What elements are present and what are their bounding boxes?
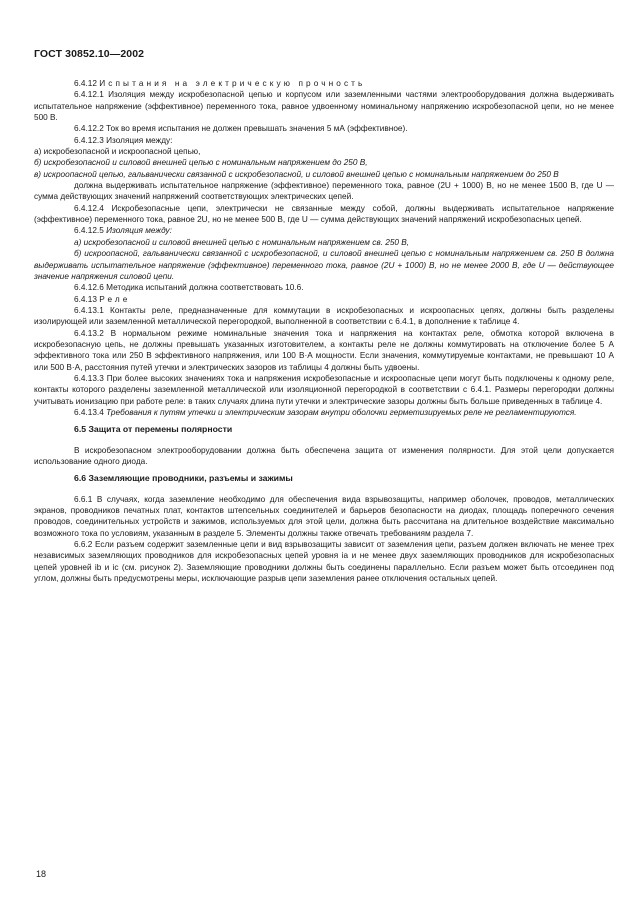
paragraph-number: 6.4.13.4 — [74, 407, 104, 417]
page-number: 18 — [36, 869, 47, 879]
subsection-6-4-12-heading — [34, 78, 614, 89]
paragraph-6-4-13-1: 6.4.13.1 Контакты реле, предназначенные для коммутации в искробезопасных и искроопасных цепях, должны быть разделены изолирующей или заземленной металлической перегородкой, выполненной в соответствии с 6.4.1, в дополнение к таблице 4. — [34, 305, 614, 327]
list-item-6-4-12-5-a: а) искробезопасной и силовой внешней цепью с номинальным напряжением св. 250 В, — [74, 237, 410, 247]
paragraph-6-4-13-4 — [34, 407, 614, 418]
subsection-title: Испытания на электрическую прочность — [99, 79, 366, 88]
paragraph-6-4-12-3: 6.4.12.3 Изоляция между: — [74, 135, 173, 145]
list-item-6-4-12-3-c: в) искроопасной цепью, гальванически связанной с искробезопасной, и силовой внешней цепью с номинальным напряжением до 250 В — [34, 169, 559, 179]
paragraph-6-5: В искробезопасном электрооборудовании должна быть обеспечена защита от изменения полярности. Для этой цели допускается использование одного диода. — [34, 445, 614, 466]
section-6-6-title: 6.6 Заземляющие проводники, разъемы и зажимы — [74, 473, 293, 484]
paragraph-6-4-12-5 — [34, 225, 614, 236]
document-body — [34, 78, 614, 584]
paragraph-6-4-13-3: 6.4.13.3 При более высоких значениях тока и напряжения искробезопасные и искроопасные цепи могут быть подключены к одному реле, контакты которого разделены заземленной металлической или изоляционной перегородкой в соответствии с 6.4.1. Размеры перегородки должны учитывать ионизацию при работе реле: в таких случаях длина пути утечки и электрические зазоры должны быть больше приведенных в таблице 4. — [34, 373, 614, 406]
paragraph-6-4-12-6: 6.4.12.6 Методика испытаний должна соответствовать 10.6. — [74, 283, 304, 293]
subsection-title: Реле — [99, 294, 131, 304]
paragraph-6-4-12-1: 6.4.12.1 Изоляция между искробезопасной цепью и корпусом или заземленными частями электрооборудования должна выдерживать испытательное напряжение (эффективное) переменного тока, равное удвоенному номинальному напряжению искробезопасной цепи, но не менее 500 В. — [34, 90, 614, 123]
paragraph-6-4-13-2: 6.4.13.2 В нормальном режиме номинальные значения тока и напряжения на контактах реле, обмотка которой включена в искробезопасную цепь, не должны превышать указанных изготовителем, а контакты реле не должны коммутировать на отключение более 5 А эффективного тока или 250 В эффективного напряжения, или 100 В·А мощности. Если значения, коммутируемые контактами, не превышают 10 А или 500 В·А, расстояния путей утечки и электрических зазоров из таблицы 4 должны быть удвоены. — [34, 328, 614, 372]
list-item-6-4-12-3-a: а) искробезопасной и искроопасной цепью, — [34, 147, 201, 157]
paragraph-title: Изоляция между: — [106, 226, 172, 236]
page-header: ГОСТ 30852.10—2002 — [34, 48, 145, 60]
subsection-number: 6.4.12 — [74, 79, 97, 88]
paragraph-6-4-12-2: 6.4.12.2 Ток во время испытания не должен превышать значения 5 мА (эффективное). — [74, 124, 408, 134]
paragraph-6-4-12-4: 6.4.12.4 Искробезопасные цепи, электрически не связанные между собой, должны выдерживать испытательное напряжение (эффективное) переменного тока, равное 2U, но не менее 500 В, где U — сумма действующих значений напряжений искробезопасных цепей. — [34, 203, 614, 225]
subsection-number: 6.4.13 — [74, 294, 97, 304]
paragraph-text: Требования к путям утечки и электрическим зазорам внутри оболочки герметизируемых реле не регламентируются. — [106, 407, 577, 417]
list-item-6-4-12-5-b: б) искроопасной, гальванически связанной с искробезопасной, и силовой внешней цепью с номинальным напряжением св. 250 В должна выдерживать испытательное напряжение (эффективное) переменного тока, равное (2U + 1000) В, но не менее 2000 В, где U — действующее значение напряжения силовой цепи. — [34, 249, 614, 281]
paragraph-6-4-12-3-tail: должна выдерживать испытательное напряжение (эффективное) переменного тока, равное (2U + 1000) В, но не менее 1500 В, где U — сумма действующих значений напряжений соответствующих электрических цепей. — [34, 181, 614, 202]
paragraph-number: 6.4.12.5 — [74, 226, 104, 236]
paragraph-6-6-2: 6.6.2 Если разъем содержит заземленные цепи и вид взрывозащиты зависит от заземления цепи, разъем должен включать не менее трех независимых заземляющих проводников для искробезопасных цепей уровня ia и не менее двух заземляющих проводников для искробезопасных цепей уровней ib и ic (см. рисунок 2). Заземляющие проводники должны быть соединены параллельно. Если разъем может быть отсоединен под углом, должны быть предусмотрены меры, исключающие разрыв цепи заземления ранее отключения остальных цепей. — [34, 540, 614, 584]
subsection-6-4-13-heading — [34, 294, 614, 305]
section-6-5-title: 6.5 Защита от перемены полярности — [74, 424, 233, 435]
paragraph-6-6-1: 6.6.1 В случаях, когда заземление необходимо для обеспечения вида взрывозащиты, например оболочек, проводов, металлических экранов, проводников печатных плат, контактов штепсельных соединителей и барьеров безопасности на диодах, площадь поперечного сечения проводов, соединительных устройств и зажимов, используемых для этой цели, должна быть рассчитана на длительное воздействие максимально возможного тока по условиям, указанным в разделе 5. Элементы должны также отвечать требованиям раздела 7. — [34, 494, 614, 538]
list-item-6-4-12-3-b: б) искробезопасной и силовой внешней цепью с номинальным напряжением до 250 В, — [34, 158, 368, 168]
